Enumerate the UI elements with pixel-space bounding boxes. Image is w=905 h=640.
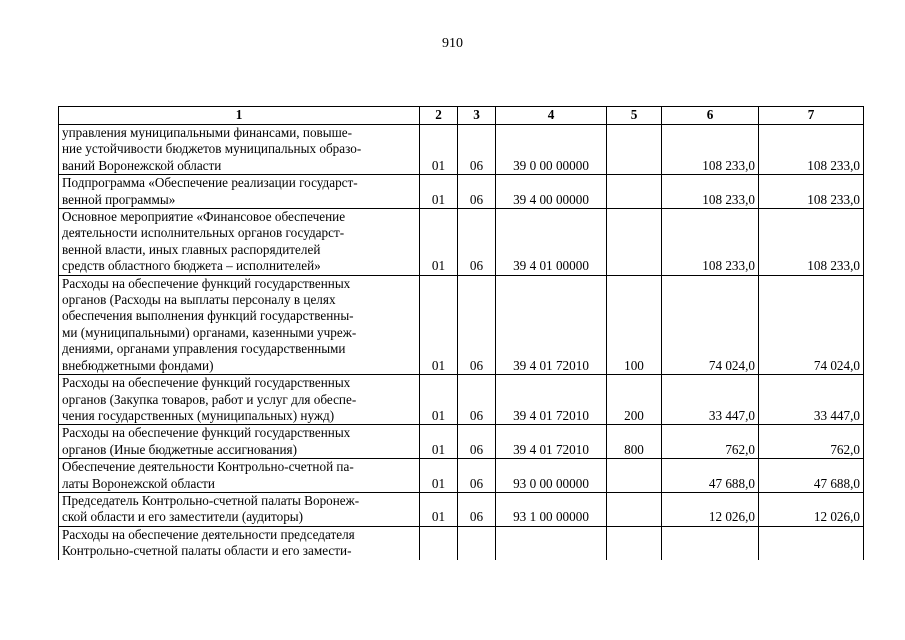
row-pr: 06 bbox=[458, 375, 496, 425]
row-vr bbox=[607, 209, 662, 276]
row-sum-1: 762,0 bbox=[662, 425, 759, 459]
row-vr bbox=[607, 125, 662, 175]
table-row bbox=[59, 275, 864, 374]
row-csr: 39 4 01 72010 bbox=[496, 375, 607, 425]
table-row bbox=[59, 526, 864, 559]
row-sum-1: 108 233,0 bbox=[662, 125, 759, 175]
row-vr bbox=[607, 492, 662, 526]
row-csr: 39 4 01 72010 bbox=[496, 425, 607, 459]
row-rz: 01 bbox=[420, 175, 458, 209]
row-name: Расходы на обеспечение деятельности председателя Контрольно-счетной палаты области и его замести- bbox=[59, 526, 420, 559]
row-rz bbox=[420, 526, 458, 559]
row-sum-2: 47 688,0 bbox=[759, 459, 864, 493]
row-name: Расходы на обеспечение функций государственных органов (Иные бюджетные ассигнования) bbox=[59, 425, 420, 459]
row-pr bbox=[458, 526, 496, 559]
row-rz: 01 bbox=[420, 459, 458, 493]
row-vr: 800 bbox=[607, 425, 662, 459]
row-sum-1 bbox=[662, 526, 759, 559]
row-sum-2: 108 233,0 bbox=[759, 125, 864, 175]
row-sum-2: 12 026,0 bbox=[759, 492, 864, 526]
table-row bbox=[59, 209, 864, 276]
row-csr: 39 4 00 00000 bbox=[496, 175, 607, 209]
row-sum-1: 108 233,0 bbox=[662, 209, 759, 276]
row-name: Председатель Контрольно-счетной палаты Воронеж- ской области и его заместители (аудиторы) bbox=[59, 492, 420, 526]
row-pr: 06 bbox=[458, 492, 496, 526]
page-number: 910 bbox=[442, 36, 463, 51]
row-rz: 01 bbox=[420, 275, 458, 374]
row-csr: 39 4 01 72010 bbox=[496, 275, 607, 374]
row-rz: 01 bbox=[420, 375, 458, 425]
col-header-7: 7 bbox=[759, 107, 864, 125]
row-csr bbox=[496, 526, 607, 559]
table-row bbox=[59, 459, 864, 493]
row-vr: 200 bbox=[607, 375, 662, 425]
row-name: Расходы на обеспечение функций государственных органов (Закупка товаров, работ и услуг для обеспе- чения государственных (муниципальных) нужд) bbox=[59, 375, 420, 425]
col-header-5: 5 bbox=[607, 107, 662, 125]
row-pr: 06 bbox=[458, 209, 496, 276]
row-sum-2: 108 233,0 bbox=[759, 175, 864, 209]
row-sum-1: 12 026,0 bbox=[662, 492, 759, 526]
row-sum-2: 762,0 bbox=[759, 425, 864, 459]
row-vr bbox=[607, 526, 662, 559]
table-row bbox=[59, 492, 864, 526]
row-name: Подпрограмма «Обеспечение реализации государст- венной программы» bbox=[59, 175, 420, 209]
row-rz: 01 bbox=[420, 492, 458, 526]
col-header-6: 6 bbox=[662, 107, 759, 125]
row-rz: 01 bbox=[420, 425, 458, 459]
row-sum-2: 74 024,0 bbox=[759, 275, 864, 374]
row-name: Обеспечение деятельности Контрольно-счетной па- латы Воронежской области bbox=[59, 459, 420, 493]
row-rz: 01 bbox=[420, 209, 458, 276]
row-csr: 39 4 01 00000 bbox=[496, 209, 607, 276]
row-name: управления муниципальными финансами, повыше- ние устойчивости бюджетов муниципальных образо- ваний Воронежской области bbox=[59, 125, 420, 175]
row-pr: 06 bbox=[458, 175, 496, 209]
row-name: Расходы на обеспечение функций государственных органов (Расходы на выплаты персоналу в целях обеспечения выполнения функций государственны- ми (муниципальными) органами, казенными учреж- дениями, органами управления государственными внебюджетными фондами) bbox=[59, 275, 420, 374]
row-pr: 06 bbox=[458, 425, 496, 459]
col-header-2: 2 bbox=[420, 107, 458, 125]
row-vr: 100 bbox=[607, 275, 662, 374]
row-sum-1: 108 233,0 bbox=[662, 175, 759, 209]
row-sum-1: 74 024,0 bbox=[662, 275, 759, 374]
table-row bbox=[59, 375, 864, 425]
row-sum-1: 47 688,0 bbox=[662, 459, 759, 493]
row-pr: 06 bbox=[458, 125, 496, 175]
row-sum-1: 33 447,0 bbox=[662, 375, 759, 425]
row-pr: 06 bbox=[458, 459, 496, 493]
col-header-3: 3 bbox=[458, 107, 496, 125]
row-csr: 93 1 00 00000 bbox=[496, 492, 607, 526]
table-row bbox=[59, 175, 864, 209]
col-header-1: 1 bbox=[59, 107, 420, 125]
row-pr: 06 bbox=[458, 275, 496, 374]
row-vr bbox=[607, 175, 662, 209]
row-csr: 93 0 00 00000 bbox=[496, 459, 607, 493]
row-sum-2: 108 233,0 bbox=[759, 209, 864, 276]
row-sum-2 bbox=[759, 526, 864, 559]
budget-table bbox=[58, 106, 864, 560]
row-csr: 39 0 00 00000 bbox=[496, 125, 607, 175]
row-rz: 01 bbox=[420, 125, 458, 175]
row-vr bbox=[607, 459, 662, 493]
header-row bbox=[59, 107, 864, 125]
row-name: Основное мероприятие «Финансовое обеспечение деятельности исполнительных органов государст- венной власти, иных главных распорядителей средств областного бюджета – исполнителей» bbox=[59, 209, 420, 276]
table-row bbox=[59, 425, 864, 459]
row-sum-2: 33 447,0 bbox=[759, 375, 864, 425]
col-header-4: 4 bbox=[496, 107, 607, 125]
table-row bbox=[59, 125, 864, 175]
